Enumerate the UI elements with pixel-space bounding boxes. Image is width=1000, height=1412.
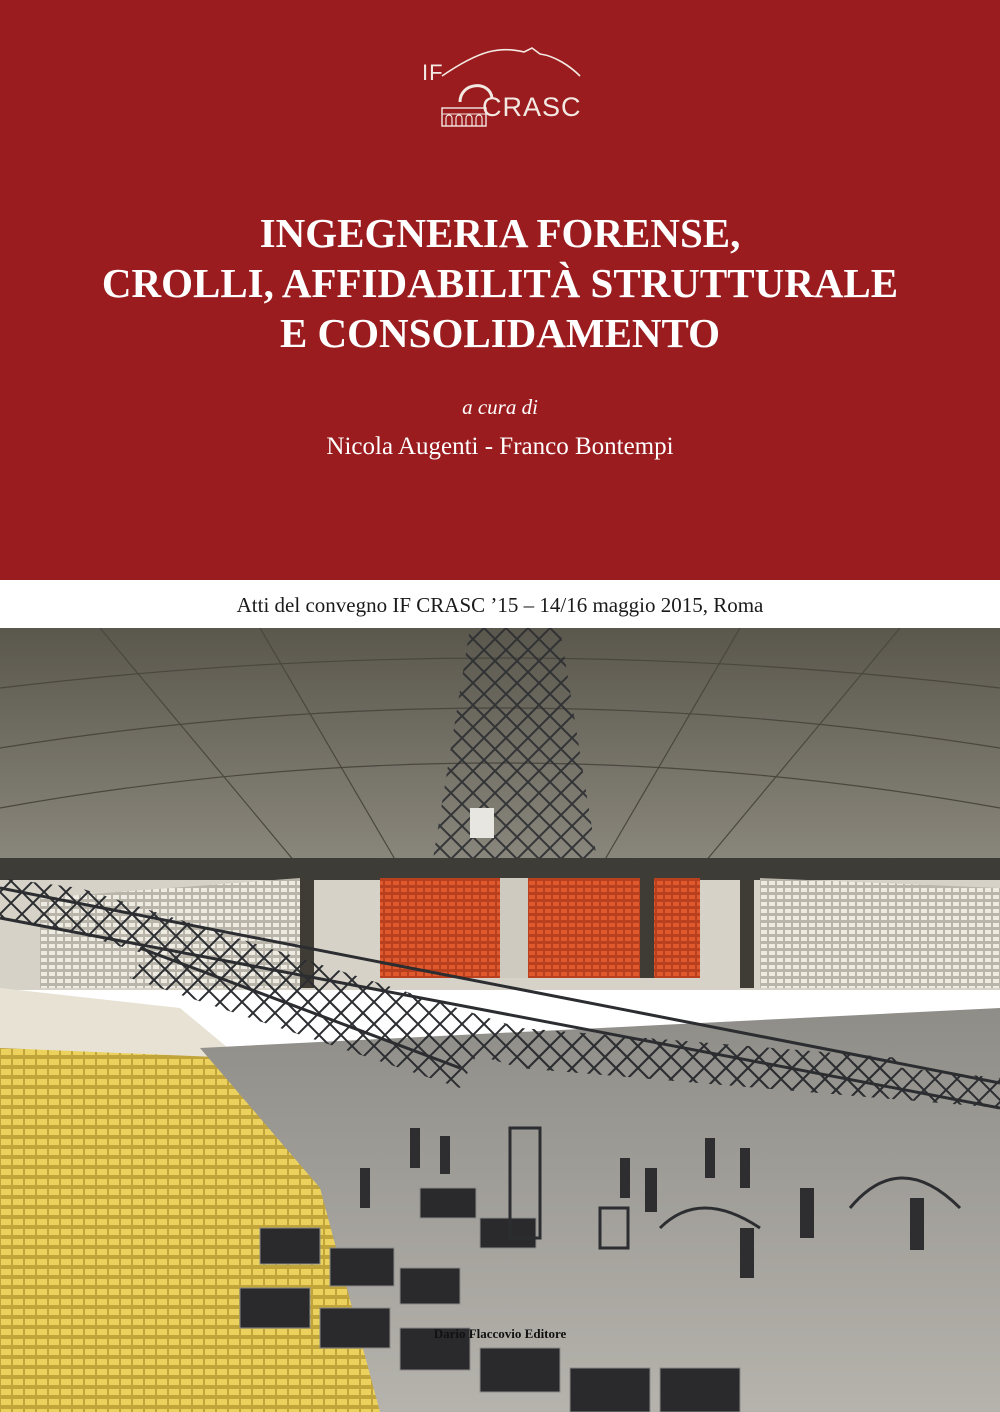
publisher-imprint: Dario Flaccovio Editore: [433, 1326, 567, 1341]
if-crasc-logo: [420, 42, 590, 138]
logo-wordmark: CRASC: [482, 92, 582, 122]
editors: Nicola Augenti - Franco Bontempi: [326, 433, 674, 460]
curatela-label: a cura di: [462, 395, 538, 419]
title-line-2: CROLLI, AFFIDABILITÀ STRUTTURALE: [101, 260, 899, 306]
logo-prefix: IF: [422, 60, 444, 85]
arena-collapse-illustration: [0, 628, 1000, 1412]
title-line-3: E CONSOLIDAMENTO: [279, 310, 721, 356]
cover-photo: [0, 628, 1000, 1412]
colosseum-vesuvius-icon: [420, 42, 590, 138]
book-title: [0, 208, 1000, 358]
conference-subtitle: Atti del convegno IF CRASC ’15 – 14/16 maggio 2015, Roma: [236, 593, 764, 617]
title-band: [0, 0, 1000, 580]
title-line-1: INGEGNERIA FORENSE,: [259, 210, 741, 256]
